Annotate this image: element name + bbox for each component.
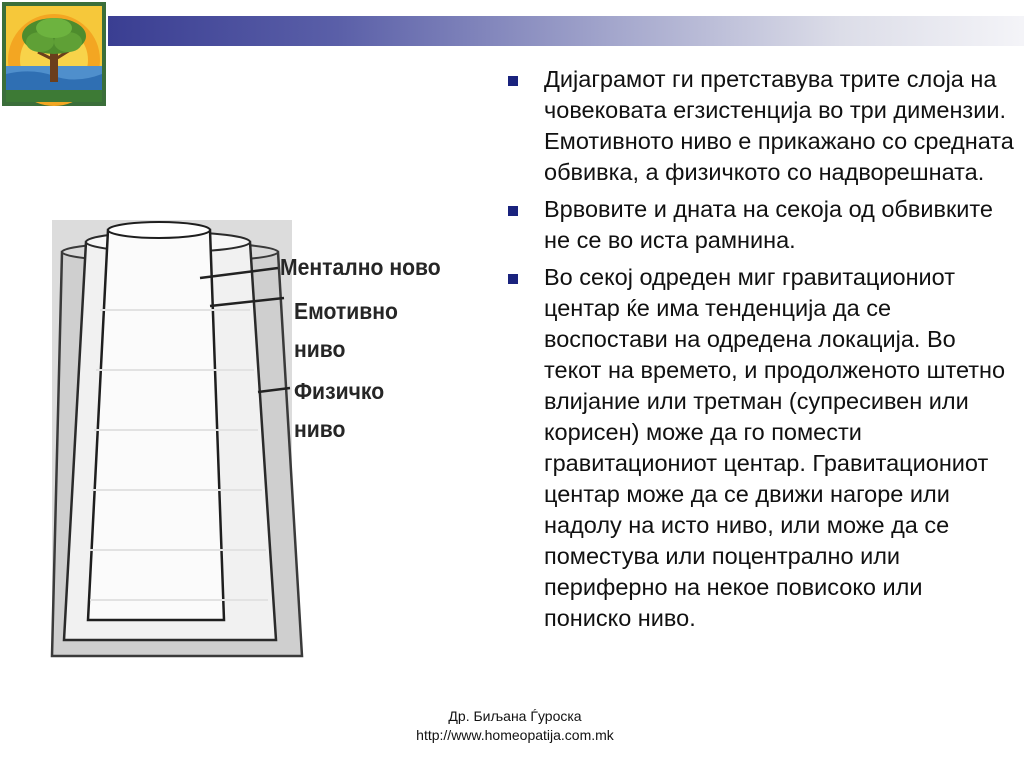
- label-physical-level: Физичко ниво: [294, 378, 385, 442]
- footer-author: Др. Биљана Ѓуроска: [448, 708, 582, 724]
- bullet-item: [506, 64, 1016, 188]
- bullet-item: [506, 194, 1016, 256]
- label-emotional-level: Емотивно ниво: [294, 298, 398, 362]
- bullet-text: Врвовите и дната на секоја од обвивките не се во иста рамнина.: [544, 196, 993, 253]
- bullet-text: Во секој одреден миг гравитациониот центар ќе има тенденција да се воспостави на одредена локација. Во текот на времето, и продолженото штетно влијание или третман (супресивен или корисен) може да го помести гравитациониот центар. Гравитациониот центар може да се движи нагоре или надолу на исто ниво, или може да се поместува или поцентрално или периферно на некое повисоко или пониско ниво.: [544, 264, 1006, 631]
- square-bullet-icon: [508, 206, 518, 216]
- footer-url[interactable]: http://www.homeopatija.com.mk: [416, 727, 614, 743]
- header-bar: [108, 16, 1024, 46]
- inner-layer-shape: [88, 230, 224, 620]
- square-bullet-icon: [508, 274, 518, 284]
- bullet-text: Дијаграмот ги претставува трите слоја на човековата егзистенција во три димензии. Емотивното ниво е прикажано со средната обвивка, а физичкото со надворешната.: [544, 66, 1014, 185]
- logo: [2, 2, 106, 106]
- tree-sun-logo-icon: [2, 2, 106, 106]
- footer: [380, 707, 650, 745]
- square-bullet-icon: [508, 76, 518, 86]
- label-mental-level: Ментално ново: [280, 254, 441, 280]
- bullet-item: [506, 262, 1016, 634]
- bullet-list: [506, 64, 1016, 640]
